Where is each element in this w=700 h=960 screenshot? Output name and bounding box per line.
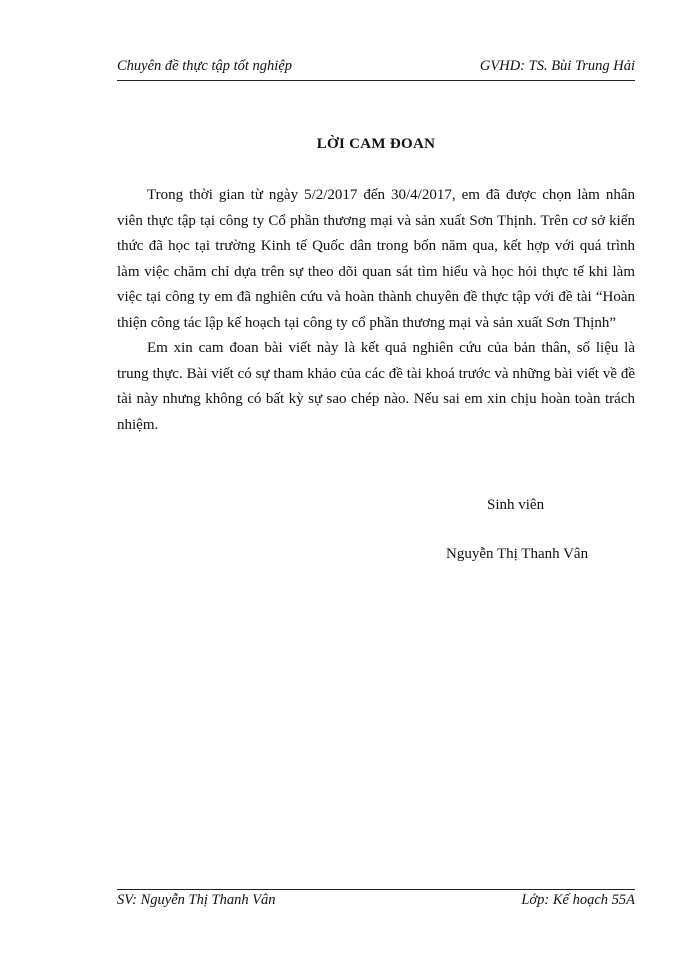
header-topic: Chuyên đề thực tập tốt nghiệp <box>117 58 293 74</box>
header-divider <box>117 80 635 81</box>
declaration-paragraph-2: Em xin cam đoan bài viết này là kết quả nghiên cứu của bản thân, số liệu là trung thực. Bài viết có sự tham khảo của các đề tài khoá trước và những bài viết về đề tài này nhưng không có bất kỳ sự sao chép nào. Nếu sai em xin chịu hoàn toàn trách nhiệm. <box>117 340 635 433</box>
signature-role: Sinh viên <box>487 497 545 513</box>
footer-class: Lớp: Kế hoạch 55A <box>521 892 635 908</box>
declaration-paragraph-1: Trong thời gian từ ngày 5/2/2017 đến 30/4/2017, em đã được chọn làm nhân viên thực tập tại công ty Cổ phần thương mại và sản xuất Sơn Thịnh. Trên cơ sở kiến thức đã học tại trường Kinh tế Quốc dân trong bốn năm qua, kết hợp với quá trình làm việc chăm chỉ dựa trên sự theo dõi quan sát tìm hiểu và học hỏi thực tế khi làm việc tại công ty em đã nghiên cứu và hoàn thành chuyên đề thực tập với đề tài “Hoàn thiện công tác lập kế hoạch tại công ty cổ phần thương mại và sản xuất Sơn Thịnh” <box>117 187 635 331</box>
signature-name: Nguyễn Thị Thanh Vân <box>446 546 589 562</box>
header-advisor: GVHD: TS. Bùi Trung Hải <box>479 58 635 74</box>
page-title: LỜI CAM ĐOAN <box>316 136 436 152</box>
footer-student: SV: Nguyễn Thị Thanh Vân <box>117 892 276 908</box>
page-footer <box>117 892 635 914</box>
footer-divider <box>117 889 635 890</box>
page-header <box>117 58 635 80</box>
declaration-body <box>117 183 635 438</box>
